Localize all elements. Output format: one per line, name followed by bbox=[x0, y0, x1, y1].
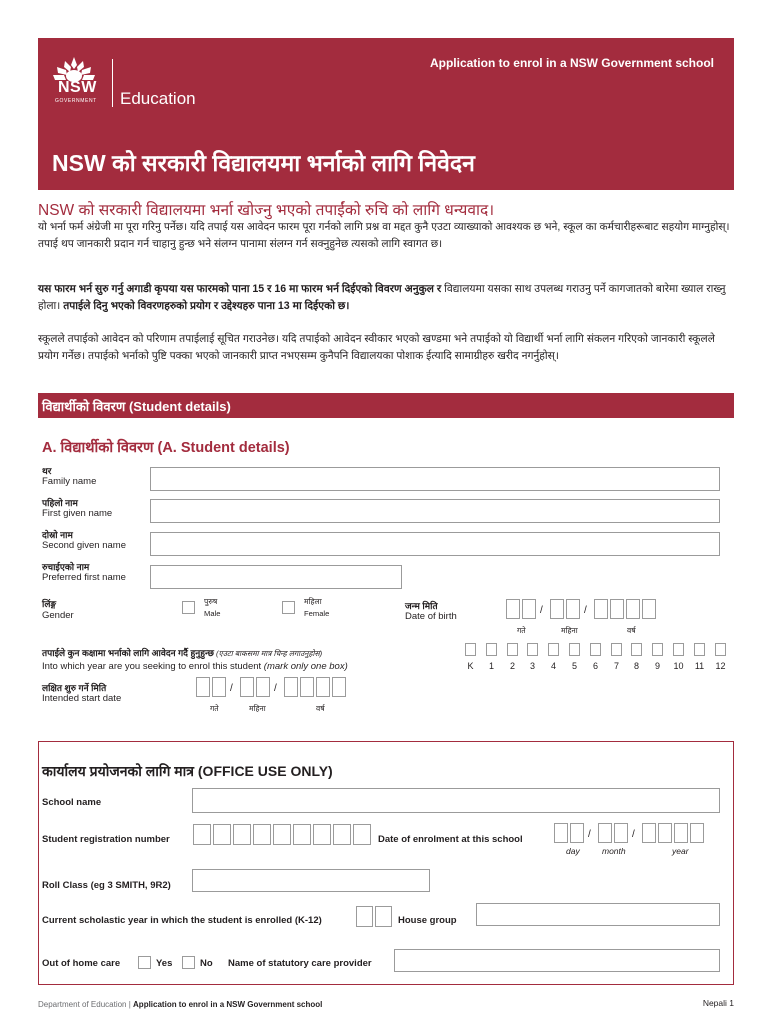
preferred-name-label-np: रुचाईएको नाम bbox=[42, 562, 90, 572]
dob-label-np: जन्म मिति bbox=[405, 601, 438, 611]
year-option-9-checkbox[interactable] bbox=[652, 643, 663, 656]
p2-normal: विद्यालयमा यसका साथ उपलब्ध गराउनु पर्ने कागजातको बारेमा ख्याल राख्नु होला। bbox=[38, 283, 726, 312]
start-slash-2: / bbox=[274, 683, 277, 694]
enrol-year-1[interactable] bbox=[642, 823, 656, 843]
first-name-label-np: पहिलो नाम bbox=[42, 498, 78, 508]
second-name-label: Second given name bbox=[42, 540, 126, 551]
year-option-1-checkbox[interactable] bbox=[486, 643, 497, 656]
start-date-label-np: लक्षित शुरु गर्ने मिति bbox=[42, 683, 107, 693]
preferred-name-field[interactable] bbox=[150, 565, 402, 589]
intro-paragraph-1: यो भर्ना फर्म अंग्रेजी मा पूरा गरिनु पर्नेछ। यदि तपाई यस आवेदन फारम पूरा गर्नको लागि प्रश्न वा मद्दत कुनै एउटा व्याख्याको आवश्यक छ भने, स्कूल का कर्मचारीहरूबाट सहयोग माग्नुहोस्। तपाई थप जानकारी प्रदान गर्न चाहानु हुन्छ भने संलग्न पानामा संलग्न गर्न सक्नुहुनेछ त्यसको लागि स्वागत छ। bbox=[38, 221, 730, 250]
first-name-label: First given name bbox=[42, 508, 113, 519]
family-name-label: Family name bbox=[42, 476, 97, 487]
roll-class-label: Roll Class (eg 3 SMITH, 9R2) bbox=[42, 880, 171, 891]
p2-bold-1: यस फारम भर्न सुरु गर्नु अगाडी कृपया यस फारमको पाना 15 र 16 मा फारम भर्न दिईएको विवरण अनुकुल र bbox=[38, 283, 442, 295]
nsw-logo bbox=[50, 55, 225, 111]
enrolment-date-label: Date of enrolment at this school bbox=[378, 834, 523, 845]
registration-digit-box[interactable] bbox=[273, 824, 291, 845]
start-day-caption: गते bbox=[210, 704, 219, 713]
logo-divider bbox=[112, 59, 113, 107]
no-label: No bbox=[200, 958, 213, 969]
out-of-home-no-checkbox[interactable] bbox=[182, 956, 195, 969]
year-option-label: 12 bbox=[715, 661, 726, 671]
roll-class-field[interactable] bbox=[192, 869, 430, 892]
registration-digit-box[interactable] bbox=[253, 824, 271, 845]
year-option-7-checkbox[interactable] bbox=[611, 643, 622, 656]
scholastic-year-box-2[interactable] bbox=[375, 906, 392, 927]
statutory-provider-field[interactable] bbox=[394, 949, 720, 972]
dob-month-1[interactable] bbox=[550, 599, 564, 619]
start-year-caption: वर्ष bbox=[316, 704, 325, 713]
p2-bold-2: तपाईले दिनु भएको विवरणहरुको प्रयोग र उद्देश्यहरु पाना 13 मा दिईएको छ। bbox=[60, 299, 350, 312]
second-name-label-np: दोस्रो नाम bbox=[42, 530, 73, 540]
enrol-slash-2: / bbox=[632, 829, 635, 840]
start-year-2[interactable] bbox=[300, 677, 314, 697]
start-month-caption: महिना bbox=[249, 704, 266, 713]
registration-digit-box[interactable] bbox=[333, 824, 351, 845]
male-label: Male bbox=[204, 609, 221, 618]
enrol-day-1[interactable] bbox=[554, 823, 568, 843]
dob-day-1[interactable] bbox=[506, 599, 520, 619]
enrol-year-2[interactable] bbox=[658, 823, 672, 843]
year-option-4-checkbox[interactable] bbox=[548, 643, 559, 656]
dob-month-2[interactable] bbox=[566, 599, 580, 619]
preferred-name-label: Preferred first name bbox=[42, 572, 126, 583]
registration-digit-box[interactable] bbox=[293, 824, 311, 845]
enrol-month-2[interactable] bbox=[614, 823, 628, 843]
header-subtitle: Application to enrol in a NSW Government school bbox=[429, 56, 714, 70]
registration-digit-box[interactable] bbox=[353, 824, 371, 845]
year-option-3-checkbox[interactable] bbox=[527, 643, 538, 656]
year-option-label: 1 bbox=[488, 661, 494, 671]
start-month-1[interactable] bbox=[240, 677, 254, 697]
student-subheading: A. विद्यार्थीको विवरण (A. Student details) bbox=[42, 440, 290, 456]
male-label-np: पुरुष bbox=[204, 597, 218, 606]
start-day-2[interactable] bbox=[212, 677, 226, 697]
dob-label: Date of birth bbox=[405, 611, 457, 622]
female-label: Female bbox=[304, 609, 330, 618]
dob-year-caption: वर्ष bbox=[627, 626, 636, 635]
year-option-10-checkbox[interactable] bbox=[673, 643, 684, 656]
dob-year-3[interactable] bbox=[626, 599, 640, 619]
dob-month-caption: महिना bbox=[561, 626, 578, 635]
registration-digit-box[interactable] bbox=[313, 824, 331, 845]
enrol-year-question-np-text: तपाईले कुन कक्षामा भर्नाको लागि आवेदन गर्दै हुनुहुन्छ bbox=[42, 648, 214, 658]
intro-paragraph-3: स्कूलले तपाईको आवेदन को परिणाम तपाईलाई सूचित गराउनेछ। यदि तपाईको आवेदन स्वीकार भएको खण्डमा भने तपाईको यो विद्यार्थी भर्ना लागि संकलन गरिएको जानकारी स्कूलले प्रयोग गर्नेछ। तपाईको भर्नाको पुष्टि पक्का भएको जानकारी प्राप्त नभएसम्म कुनैपनि विद्यालयका पोशाक ईत्यादि सामाग्रीहरु खरीद नगर्नुहोस्। bbox=[38, 333, 715, 362]
enrol-year-hint-np: (एउटा बाकसमा मात्र चिन्ह लगाउनुहोस) bbox=[213, 649, 323, 658]
year-option-label: 5 bbox=[571, 661, 577, 671]
footer-left bbox=[38, 1000, 322, 1009]
enrol-year-caption: year bbox=[672, 846, 689, 856]
intro-paragraph-2 bbox=[38, 281, 734, 315]
gender-label-np: लिंङ्ग bbox=[42, 599, 57, 609]
enrol-year-3[interactable] bbox=[674, 823, 688, 843]
footer-page-number: Nepali 1 bbox=[702, 998, 734, 1008]
office-use-title: कार्यालय प्रयोजनको लागि मात्र (OFFICE USE ONLY) bbox=[42, 763, 333, 779]
house-group-field[interactable] bbox=[476, 903, 720, 926]
statutory-provider-label: Name of statutory care provider bbox=[228, 958, 372, 969]
dob-day-caption: गते bbox=[517, 626, 526, 635]
logo-nsw-text: NSW bbox=[58, 79, 97, 96]
yes-label: Yes bbox=[156, 958, 173, 969]
dob-year-2[interactable] bbox=[610, 599, 624, 619]
out-of-home-care-label: Out of home care bbox=[42, 958, 121, 969]
female-label-np: महिला bbox=[304, 597, 322, 606]
year-option-2-checkbox[interactable] bbox=[507, 643, 518, 656]
logo-government-text: GOVERNMENT bbox=[55, 98, 97, 104]
gender-label: Gender bbox=[42, 610, 74, 621]
page-title: NSW को सरकारी विद्यालयमा भर्नाको लागि निवेदन bbox=[52, 150, 475, 176]
start-year-3[interactable] bbox=[316, 677, 330, 697]
year-option-label: 10 bbox=[673, 661, 684, 671]
year-option-6-checkbox[interactable] bbox=[590, 643, 601, 656]
year-option-11-checkbox[interactable] bbox=[694, 643, 705, 656]
start-date-label: Intended start date bbox=[42, 693, 122, 704]
dob-year-4[interactable] bbox=[642, 599, 656, 619]
start-day-1[interactable] bbox=[196, 677, 210, 697]
student-section-title: विद्यार्थीको विवरण (Student details) bbox=[42, 399, 231, 414]
enrol-year-4[interactable] bbox=[690, 823, 704, 843]
enrol-month-caption: month bbox=[602, 846, 626, 856]
start-year-4[interactable] bbox=[332, 677, 346, 697]
registration-digit-box[interactable] bbox=[193, 824, 211, 845]
start-slash-1: / bbox=[230, 683, 233, 694]
enrol-year-question bbox=[42, 656, 348, 674]
year-option-label: K bbox=[467, 661, 474, 671]
thanks-heading: NSW को सरकारी विद्यालयमा भर्ना खोज्नु भएको तपाईंको रुचि को लागि धन्यवाद। bbox=[38, 202, 495, 219]
registration-number-boxes bbox=[193, 824, 373, 846]
year-option-5-checkbox[interactable] bbox=[569, 643, 580, 656]
first-name-field[interactable] bbox=[150, 499, 720, 523]
school-name-field[interactable] bbox=[192, 788, 720, 813]
dob-slash-1: / bbox=[540, 605, 543, 616]
enrol-year-question-text: Into which year are you seeking to enrol this student bbox=[42, 661, 262, 672]
enrol-year-options bbox=[465, 643, 725, 675]
scholastic-year-box-1[interactable] bbox=[356, 906, 373, 927]
year-option-label: 11 bbox=[694, 661, 705, 671]
year-option-label: 7 bbox=[613, 661, 619, 671]
gender-male-checkbox[interactable] bbox=[182, 601, 195, 614]
year-option-label: 4 bbox=[550, 661, 556, 671]
footer-department: Department of Education | bbox=[38, 1000, 134, 1009]
school-name-label: School name bbox=[42, 797, 102, 808]
logo-education-text: Education bbox=[120, 89, 196, 108]
enrol-day-caption: day bbox=[566, 846, 580, 856]
dob-slash-2: / bbox=[584, 605, 587, 616]
house-group-label: House group bbox=[398, 915, 457, 926]
year-option-label: 3 bbox=[529, 661, 535, 671]
family-name-field[interactable] bbox=[150, 467, 720, 491]
family-name-label-np: थर bbox=[42, 466, 52, 476]
registration-number-label: Student registration number bbox=[42, 834, 170, 845]
year-option-k-checkbox[interactable] bbox=[465, 643, 476, 656]
registration-digit-box[interactable] bbox=[213, 824, 231, 845]
year-option-label: 2 bbox=[509, 661, 515, 671]
enrol-slash-1: / bbox=[588, 829, 591, 840]
dob-year-1[interactable] bbox=[594, 599, 608, 619]
year-option-12-checkbox[interactable] bbox=[715, 643, 726, 656]
out-of-home-yes-checkbox[interactable] bbox=[138, 956, 151, 969]
dob-day-2[interactable] bbox=[522, 599, 536, 619]
enrol-day-2[interactable] bbox=[570, 823, 584, 843]
footer-document-title: Application to enrol in a NSW Government school bbox=[133, 1000, 323, 1009]
year-option-label: 6 bbox=[592, 661, 598, 671]
gender-female-checkbox[interactable] bbox=[282, 601, 295, 614]
enrol-year-hint: (mark only one box) bbox=[261, 661, 348, 672]
start-year-1[interactable] bbox=[284, 677, 298, 697]
second-name-field[interactable] bbox=[150, 532, 720, 556]
scholastic-year-label: Current scholastic year in which the student is enrolled (K-12) bbox=[42, 915, 322, 926]
start-month-2[interactable] bbox=[256, 677, 270, 697]
registration-digit-box[interactable] bbox=[233, 824, 251, 845]
year-option-label: 9 bbox=[654, 661, 660, 671]
year-option-8-checkbox[interactable] bbox=[631, 643, 642, 656]
enrol-month-1[interactable] bbox=[598, 823, 612, 843]
year-option-label: 8 bbox=[633, 661, 639, 671]
